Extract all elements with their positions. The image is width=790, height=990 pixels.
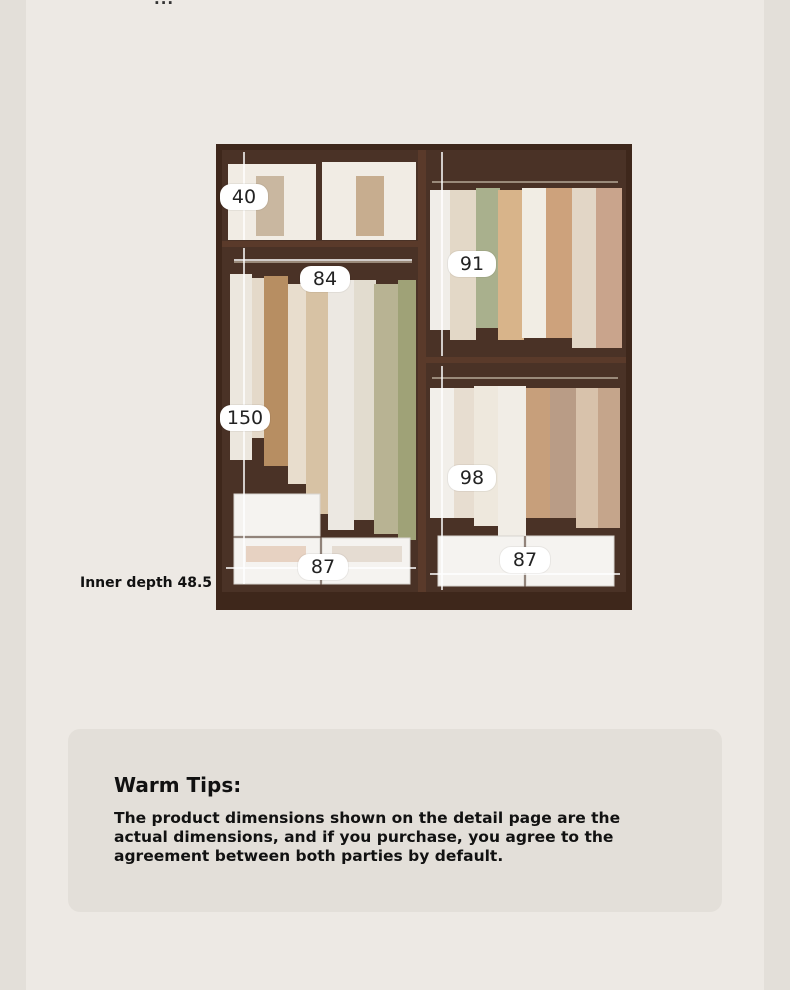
dim-right-bottom-width: 87 xyxy=(500,547,550,573)
dim-left-bottom-width: 87 xyxy=(298,554,348,580)
cropped-heading xyxy=(154,0,174,8)
wardrobe-image xyxy=(216,144,632,610)
tips-title: Warm Tips: xyxy=(114,773,242,797)
wardrobe-illustration xyxy=(216,144,632,610)
dim-right-lower-height: 98 xyxy=(448,465,496,491)
dim-right-upper-height: 91 xyxy=(448,251,496,277)
tips-body: The product dimensions shown on the detail page are the actual dimensions, and if you purchase, you agree to the agreement between both parties by default. xyxy=(114,809,621,865)
inner-depth-label: Inner depth 48.5 xyxy=(80,575,213,591)
warm-tips-box xyxy=(68,729,722,912)
dim-left-total-height: 150 xyxy=(220,405,270,431)
dim-top-shelf-height: 40 xyxy=(220,184,268,210)
dim-left-hanging-width: 84 xyxy=(300,266,350,292)
